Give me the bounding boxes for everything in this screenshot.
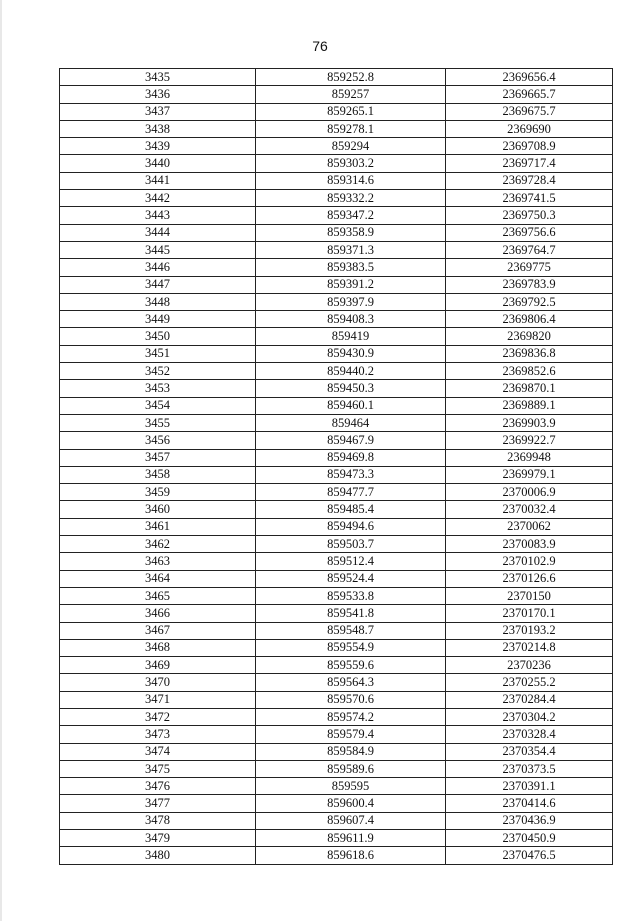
y-coordinate-cell: 2369775	[446, 259, 613, 276]
point-number-cell: 3444	[60, 224, 256, 241]
x-coordinate-cell: 859533.8	[256, 587, 446, 604]
table-row	[60, 570, 613, 587]
table-row	[60, 120, 613, 137]
table-row	[60, 691, 613, 708]
table-row	[60, 380, 613, 397]
point-number-cell: 3475	[60, 760, 256, 777]
point-number-cell: 3453	[60, 380, 256, 397]
y-coordinate-cell: 2369948	[446, 449, 613, 466]
x-coordinate-cell: 859512.4	[256, 553, 446, 570]
table-row	[60, 241, 613, 258]
x-coordinate-cell: 859358.9	[256, 224, 446, 241]
x-coordinate-cell: 859294	[256, 138, 446, 155]
point-number-cell: 3465	[60, 587, 256, 604]
x-coordinate-cell: 859559.6	[256, 657, 446, 674]
table-row	[60, 708, 613, 725]
coordinates-table	[59, 68, 613, 865]
y-coordinate-cell: 2369750.3	[446, 207, 613, 224]
y-coordinate-cell: 2369728.4	[446, 172, 613, 189]
y-coordinate-cell: 2370373.5	[446, 760, 613, 777]
y-coordinate-cell: 2369979.1	[446, 466, 613, 483]
table-row	[60, 484, 613, 501]
table-row	[60, 536, 613, 553]
y-coordinate-cell: 2370450.9	[446, 830, 613, 847]
x-coordinate-cell: 859278.1	[256, 120, 446, 137]
point-number-cell: 3479	[60, 830, 256, 847]
table-row	[60, 328, 613, 345]
x-coordinate-cell: 859257	[256, 86, 446, 103]
table-row	[60, 363, 613, 380]
table-row	[60, 397, 613, 414]
point-number-cell: 3474	[60, 743, 256, 760]
table-row	[60, 795, 613, 812]
y-coordinate-cell: 2369792.5	[446, 293, 613, 310]
y-coordinate-cell: 2370193.2	[446, 622, 613, 639]
table-row	[60, 69, 613, 86]
table-row	[60, 172, 613, 189]
table-row	[60, 432, 613, 449]
point-number-cell: 3472	[60, 708, 256, 725]
x-coordinate-cell: 859618.6	[256, 847, 446, 864]
point-number-cell: 3446	[60, 259, 256, 276]
x-coordinate-cell: 859383.5	[256, 259, 446, 276]
x-coordinate-cell: 859584.9	[256, 743, 446, 760]
point-number-cell: 3437	[60, 103, 256, 120]
point-number-cell: 3448	[60, 293, 256, 310]
point-number-cell: 3480	[60, 847, 256, 864]
table-row	[60, 743, 613, 760]
point-number-cell: 3439	[60, 138, 256, 155]
y-coordinate-cell: 2370476.5	[446, 847, 613, 864]
table-row	[60, 190, 613, 207]
point-number-cell: 3441	[60, 172, 256, 189]
y-coordinate-cell: 2369665.7	[446, 86, 613, 103]
table-row	[60, 293, 613, 310]
y-coordinate-cell: 2370328.4	[446, 726, 613, 743]
y-coordinate-cell: 2370150	[446, 587, 613, 604]
point-number-cell: 3478	[60, 812, 256, 829]
table-row	[60, 276, 613, 293]
table-row	[60, 466, 613, 483]
x-coordinate-cell: 859408.3	[256, 311, 446, 328]
y-coordinate-cell: 2369708.9	[446, 138, 613, 155]
point-number-cell: 3435	[60, 69, 256, 86]
point-number-cell: 3468	[60, 639, 256, 656]
y-coordinate-cell: 2370083.9	[446, 536, 613, 553]
x-coordinate-cell: 859485.4	[256, 501, 446, 518]
x-coordinate-cell: 859494.6	[256, 518, 446, 535]
y-coordinate-cell: 2370354.4	[446, 743, 613, 760]
y-coordinate-cell: 2370255.2	[446, 674, 613, 691]
x-coordinate-cell: 859314.6	[256, 172, 446, 189]
y-coordinate-cell: 2370170.1	[446, 605, 613, 622]
x-coordinate-cell: 859252.8	[256, 69, 446, 86]
y-coordinate-cell: 2369806.4	[446, 311, 613, 328]
table-row	[60, 830, 613, 847]
y-coordinate-cell: 2369870.1	[446, 380, 613, 397]
x-coordinate-cell: 859564.3	[256, 674, 446, 691]
y-coordinate-cell: 2370304.2	[446, 708, 613, 725]
x-coordinate-cell: 859265.1	[256, 103, 446, 120]
point-number-cell: 3449	[60, 311, 256, 328]
point-number-cell: 3471	[60, 691, 256, 708]
point-number-cell: 3445	[60, 241, 256, 258]
point-number-cell: 3466	[60, 605, 256, 622]
y-coordinate-cell: 2369836.8	[446, 345, 613, 362]
x-coordinate-cell: 859419	[256, 328, 446, 345]
point-number-cell: 3467	[60, 622, 256, 639]
x-coordinate-cell: 859589.6	[256, 760, 446, 777]
y-coordinate-cell: 2370391.1	[446, 778, 613, 795]
point-number-cell: 3460	[60, 501, 256, 518]
x-coordinate-cell: 859595	[256, 778, 446, 795]
x-coordinate-cell: 859397.9	[256, 293, 446, 310]
table-row	[60, 449, 613, 466]
point-number-cell: 3451	[60, 345, 256, 362]
table-row	[60, 518, 613, 535]
table-row	[60, 86, 613, 103]
page-number: 76	[312, 38, 328, 54]
table-row	[60, 760, 613, 777]
y-coordinate-cell: 2369756.6	[446, 224, 613, 241]
point-number-cell: 3464	[60, 570, 256, 587]
table-row	[60, 414, 613, 431]
y-coordinate-cell: 2370006.9	[446, 484, 613, 501]
y-coordinate-cell: 2369820	[446, 328, 613, 345]
x-coordinate-cell: 859440.2	[256, 363, 446, 380]
y-coordinate-cell: 2369675.7	[446, 103, 613, 120]
x-coordinate-cell: 859391.2	[256, 276, 446, 293]
table-row	[60, 103, 613, 120]
x-coordinate-cell: 859469.8	[256, 449, 446, 466]
x-coordinate-cell: 859460.1	[256, 397, 446, 414]
point-number-cell: 3469	[60, 657, 256, 674]
table-row	[60, 155, 613, 172]
x-coordinate-cell: 859473.3	[256, 466, 446, 483]
x-coordinate-cell: 859600.4	[256, 795, 446, 812]
table-row	[60, 345, 613, 362]
y-coordinate-cell: 2369903.9	[446, 414, 613, 431]
x-coordinate-cell: 859574.2	[256, 708, 446, 725]
x-coordinate-cell: 859347.2	[256, 207, 446, 224]
x-coordinate-cell: 859332.2	[256, 190, 446, 207]
y-coordinate-cell: 2370284.4	[446, 691, 613, 708]
y-coordinate-cell: 2370062	[446, 518, 613, 535]
table-row	[60, 778, 613, 795]
x-coordinate-cell: 859570.6	[256, 691, 446, 708]
table-row	[60, 726, 613, 743]
x-coordinate-cell: 859477.7	[256, 484, 446, 501]
table-row	[60, 587, 613, 604]
y-coordinate-cell: 2369690	[446, 120, 613, 137]
point-number-cell: 3457	[60, 449, 256, 466]
table-row	[60, 639, 613, 656]
x-coordinate-cell: 859548.7	[256, 622, 446, 639]
point-number-cell: 3459	[60, 484, 256, 501]
y-coordinate-cell: 2370126.6	[446, 570, 613, 587]
x-coordinate-cell: 859467.9	[256, 432, 446, 449]
table-row	[60, 674, 613, 691]
y-coordinate-cell: 2369852.6	[446, 363, 613, 380]
point-number-cell: 3438	[60, 120, 256, 137]
point-number-cell: 3450	[60, 328, 256, 345]
y-coordinate-cell: 2370214.8	[446, 639, 613, 656]
x-coordinate-cell: 859303.2	[256, 155, 446, 172]
x-coordinate-cell: 859430.9	[256, 345, 446, 362]
table-row	[60, 553, 613, 570]
y-coordinate-cell: 2369764.7	[446, 241, 613, 258]
table-row	[60, 501, 613, 518]
point-number-cell: 3458	[60, 466, 256, 483]
table-row	[60, 311, 613, 328]
point-number-cell: 3455	[60, 414, 256, 431]
x-coordinate-cell: 859450.3	[256, 380, 446, 397]
y-coordinate-cell: 2370102.9	[446, 553, 613, 570]
x-coordinate-cell: 859541.8	[256, 605, 446, 622]
point-number-cell: 3442	[60, 190, 256, 207]
point-number-cell: 3473	[60, 726, 256, 743]
y-coordinate-cell: 2370032.4	[446, 501, 613, 518]
point-number-cell: 3470	[60, 674, 256, 691]
table-row	[60, 138, 613, 155]
table-row	[60, 657, 613, 674]
coordinates-table-body	[60, 69, 613, 865]
point-number-cell: 3443	[60, 207, 256, 224]
point-number-cell: 3440	[60, 155, 256, 172]
y-coordinate-cell: 2369741.5	[446, 190, 613, 207]
y-coordinate-cell: 2369889.1	[446, 397, 613, 414]
point-number-cell: 3477	[60, 795, 256, 812]
point-number-cell: 3462	[60, 536, 256, 553]
y-coordinate-cell: 2370414.6	[446, 795, 613, 812]
point-number-cell: 3463	[60, 553, 256, 570]
y-coordinate-cell: 2369656.4	[446, 69, 613, 86]
point-number-cell: 3452	[60, 363, 256, 380]
scan-edge-line	[0, 0, 2, 921]
table-row	[60, 224, 613, 241]
y-coordinate-cell: 2369922.7	[446, 432, 613, 449]
x-coordinate-cell: 859611.9	[256, 830, 446, 847]
y-coordinate-cell: 2370236	[446, 657, 613, 674]
table-row	[60, 622, 613, 639]
y-coordinate-cell: 2369783.9	[446, 276, 613, 293]
table-row	[60, 259, 613, 276]
y-coordinate-cell: 2369717.4	[446, 155, 613, 172]
table-row	[60, 605, 613, 622]
x-coordinate-cell: 859607.4	[256, 812, 446, 829]
x-coordinate-cell: 859524.4	[256, 570, 446, 587]
point-number-cell: 3454	[60, 397, 256, 414]
y-coordinate-cell: 2370436.9	[446, 812, 613, 829]
x-coordinate-cell: 859503.7	[256, 536, 446, 553]
x-coordinate-cell: 859554.9	[256, 639, 446, 656]
x-coordinate-cell: 859464	[256, 414, 446, 431]
table-row	[60, 207, 613, 224]
x-coordinate-cell: 859579.4	[256, 726, 446, 743]
table-row	[60, 847, 613, 864]
point-number-cell: 3447	[60, 276, 256, 293]
table-row	[60, 812, 613, 829]
point-number-cell: 3436	[60, 86, 256, 103]
point-number-cell: 3456	[60, 432, 256, 449]
point-number-cell: 3461	[60, 518, 256, 535]
x-coordinate-cell: 859371.3	[256, 241, 446, 258]
point-number-cell: 3476	[60, 778, 256, 795]
